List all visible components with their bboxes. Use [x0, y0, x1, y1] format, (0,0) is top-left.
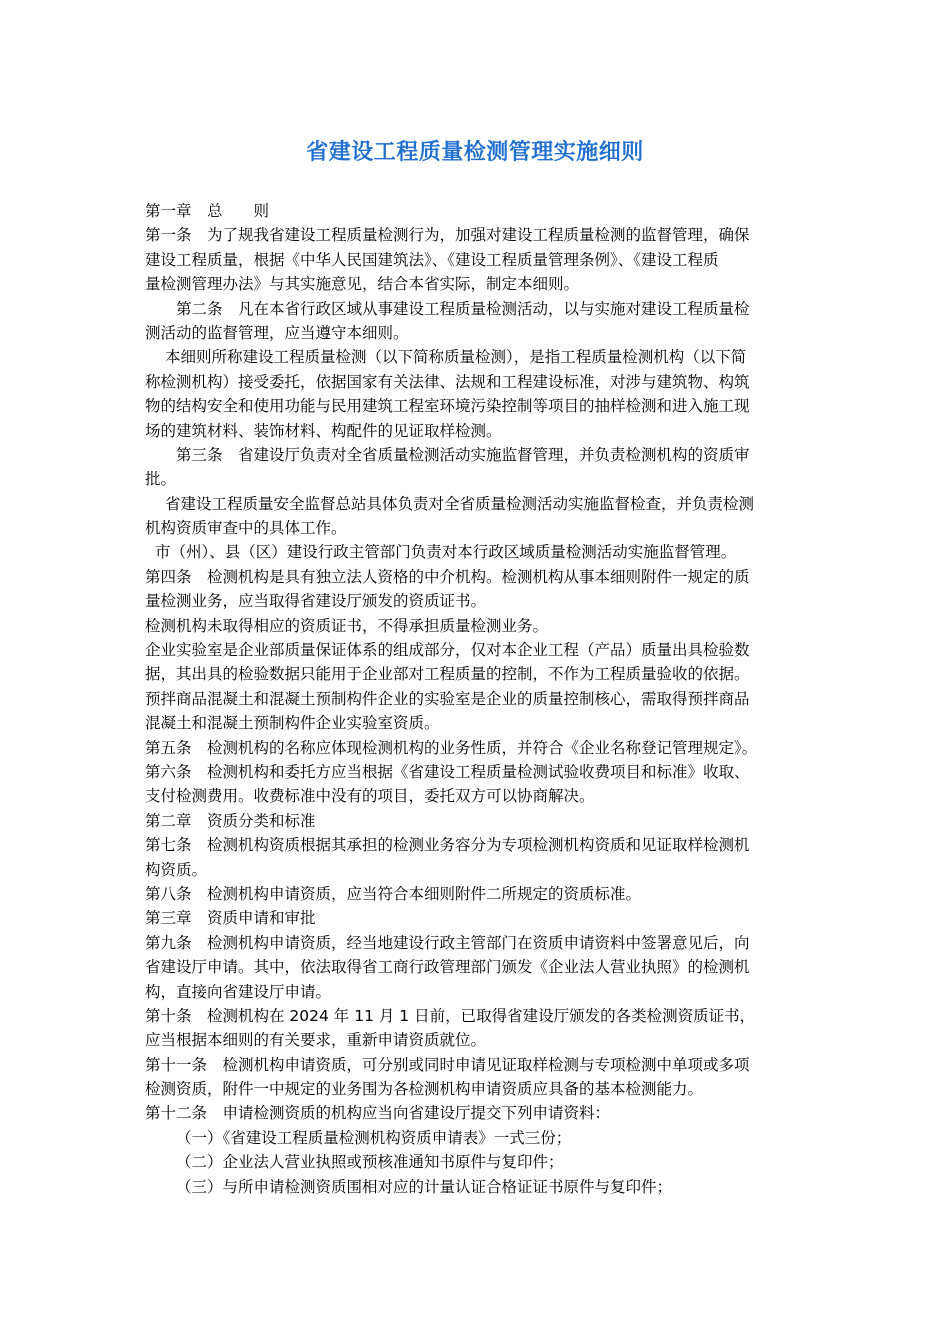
document-line: 第十条 检测机构在 2024 年 11 月 1 日前，已取得省建设厅颁发的各类检测资质证书， [145, 1006, 756, 1025]
document-line: 物的结构安全和使用功能与民用建筑工程室环境污染控制等项目的抽样检测和进入施工现 [145, 397, 750, 416]
document-line: 第十一条 检测机构申请资质，可分别或同时申请见证取样检测与专项检测中单项或多项 [145, 1055, 750, 1074]
document-line: 第七条 检测机构资质根据其承担的检测业务容分为专项检测机构资质和见证取样检测机 [145, 836, 750, 855]
document-line: 第八条 检测机构申请资质，应当符合本细则附件二所规定的资质标准。 [145, 884, 642, 903]
document-line: 第一章 总 则 [145, 202, 270, 220]
document-line: （一）《省建设工程质量检测机构资质申请表》一式三份； [176, 1128, 572, 1147]
document-line: 第十二条 申请检测资质的机构应当向省建设厅提交下列申请资料： [145, 1104, 611, 1123]
document-line: 据，其出具的检验数据只能用于企业部对工程质量的控制，不作为工程质量验收的依据。 [145, 665, 750, 684]
document-line: 量检测管理办法》与其实施意见，结合本省实际，制定本细则。 [145, 275, 580, 294]
document-line: 测活动的监督管理，应当遵守本细则。 [145, 323, 409, 342]
document-line: 第三章 资质申请和审批 [145, 909, 316, 928]
document-line: 第二章 资质分类和标准 [145, 811, 316, 830]
document-line: 第一条 为了规我省建设工程质量检测行为，加强对建设工程质量检测的监督管理，确保 [145, 226, 750, 245]
document-line: 第二条 凡在本省行政区域从事建设工程质量检测活动，以与实施对建设工程质量检 [176, 299, 750, 318]
document-line: 检测资质，附件一中规定的业务围为各检测机构申请资质应具备的基本检测能力。 [145, 1080, 704, 1099]
document-line: 省建设工程质量安全监督总站具体负责对全省质量检测活动实施监督检查，并负责检测 [165, 494, 755, 513]
document-line: 预拌商品混凝土和混凝土预制构件企业的实验室是企业的质量控制核心，需取得预拌商品 [145, 689, 750, 708]
document-line: 检测机构未取得相应的资质证书，不得承担质量检测业务。 [145, 616, 549, 635]
document-body [145, 199, 810, 1199]
document-line: 场的建筑材料、装饰材料、构配件的见证取样检测。 [145, 421, 502, 440]
document-line: 批。 [145, 470, 177, 489]
document-line: 量检测业务，应当取得省建设厅颁发的资质证书。 [145, 592, 487, 611]
document-line: 构资质。 [145, 860, 208, 879]
document-line: 第三条 省建设厅负责对全省质量检测活动实施监督管理，并负责检测机构的资质审 [176, 445, 750, 464]
document-line: 应当根据本细则的有关要求，重新申请资质就位。 [145, 1031, 487, 1050]
document-line: 构，直接向省建设厅申请。 [145, 982, 332, 1001]
document-line: 第九条 检测机构申请资质，经当地建设行政主管部门在资质申请资料中签署意见后，向 [145, 933, 750, 952]
document-line: 第六条 检测机构和委托方应当根据《省建设工程质量检测试验收费项目和标准》收取、 [145, 762, 750, 781]
document-line: 机构资质审查中的具体工作。 [145, 519, 347, 538]
document-line: 企业实验室是企业部质量保证体系的组成部分，仅对本企业工程（产品）质量出具检验数 [145, 641, 750, 660]
document-line: 建设工程质量，根据《中华人民国建筑法》、《建设工程质量管理条例》、《建设工程质 [145, 250, 719, 269]
document-line: 本细则所称建设工程质量检测（以下简称质量检测），是指工程质量检测机构（以下简 [165, 348, 747, 367]
document-line: 称检测机构）接受委托，依据国家有关法律、法规和工程建设标准，对涉与建筑物、构筑 [145, 372, 750, 391]
document-line: 第四条 检测机构是具有独立法人资格的中介机构。检测机构从事本细则附件一规定的质 [145, 567, 750, 586]
document-line: （二）企业法人营业执照或预核准通知书原件与复印件； [176, 1153, 564, 1172]
document-line: 混凝土和混凝土预制构件企业实验室资质。 [145, 714, 440, 733]
document-line: 第五条 检测机构的名称应体现检测机构的业务性质，并符合《企业名称登记管理规定》。 [145, 738, 758, 757]
document-line: 省建设厅申请。其中，依法取得省工商行政管理部门颁发《企业法人营业执照》的检测机 [145, 958, 750, 977]
document-line: （三）与所申请检测资质围相对应的计量认证合格证证书原件与复印件； [176, 1177, 673, 1196]
document-title: 省建设工程质量检测管理实施细则 [306, 140, 644, 165]
document-line: 市（州）、县（区）建设行政主管部门负责对本行政区域质量检测活动实施监督管理。 [155, 543, 737, 562]
document-line: 支付检测费用。收费标准中没有的项目，委托双方可以协商解决。 [145, 787, 595, 806]
